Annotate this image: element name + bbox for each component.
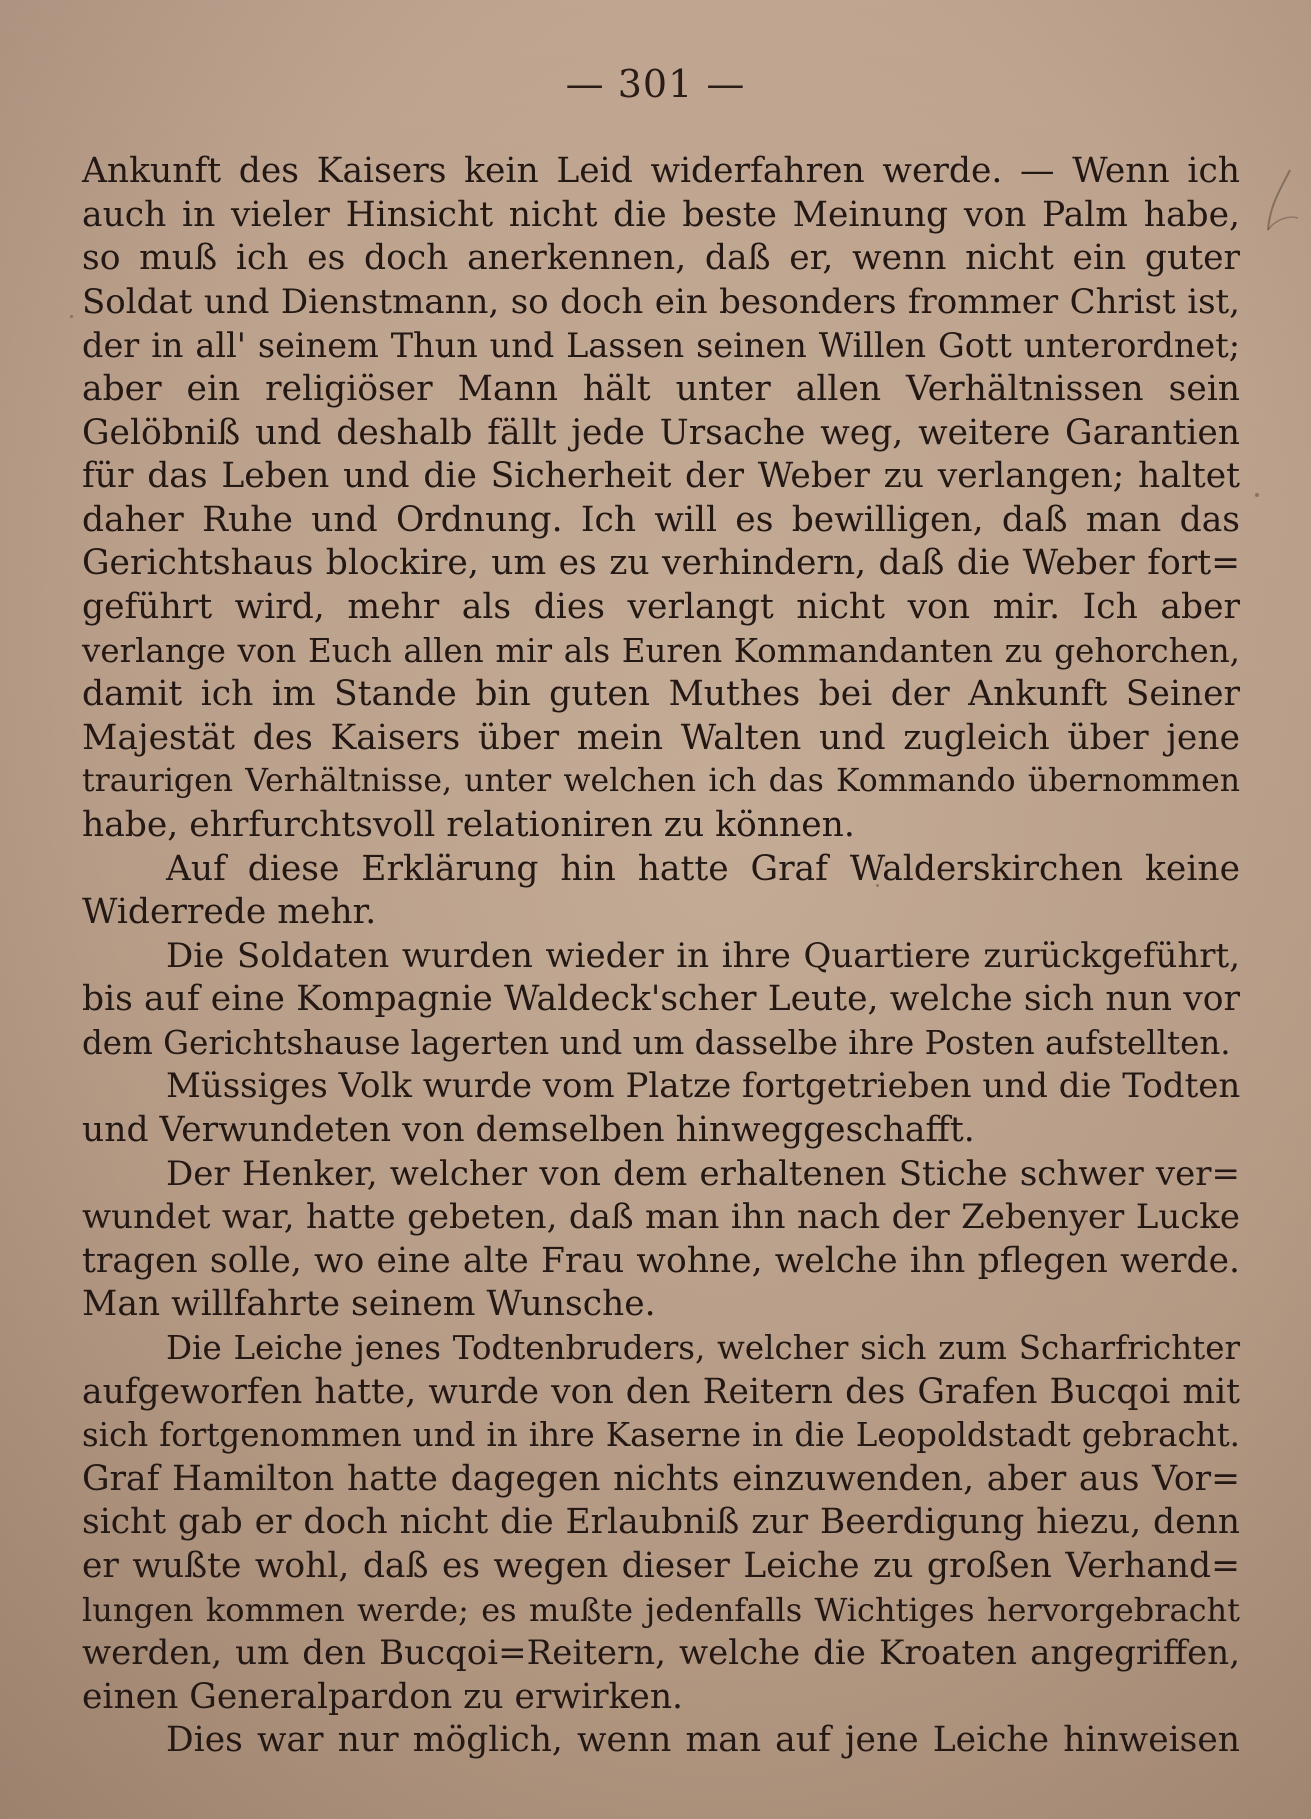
page-number: — 301 —: [565, 62, 746, 106]
text-line: traurigen Verhältnisse, unter welchen ich das Kommando übernommen: [82, 763, 1240, 800]
text-line: auch in vieler Hinsicht nicht die beste Meinung von Palm habe,: [82, 194, 1240, 235]
text-line: dem Gerichtshause lagerten und um dasselbe ihre Posten aufstellten.: [82, 1023, 1231, 1062]
text-line: einen Generalpardon zu erwirken.: [82, 1676, 684, 1717]
text-line: der in all' seinem Thun und Lassen seinen Willen Gott unterordnet;: [82, 326, 1240, 366]
text-line: Soldat und Dienstmann, so doch ein besonders frommer Christ ist,: [82, 281, 1240, 322]
text-line: so muß ich es doch anerkennen, daß er, wenn nicht ein guter: [82, 238, 1240, 279]
text-line: sich fortgenommen und in ihre Kaserne in die Leopoldstadt gebracht.: [82, 1416, 1240, 1455]
text-line: und Verwundeten von demselben hinweggeschafft.: [82, 1110, 975, 1151]
text-line: Dies war nur möglich, wenn man auf jene Leiche hinweisen: [166, 1720, 1240, 1761]
text-line: Der Henker, welcher von dem erhaltenen Stiche schwer ver=: [166, 1153, 1240, 1194]
text-line: Auf diese Erklärung hin hatte Graf Walderskirchen keine: [166, 848, 1240, 889]
text-line: Die Soldaten wurden wieder in ihre Quartiere zurückgeführt,: [166, 935, 1240, 976]
text-line: Die Leiche jenes Todtenbruders, welcher sich zum Scharfrichter: [166, 1329, 1240, 1368]
text-line: Graf Hamilton hatte dagegen nichts einzuwenden, aber aus Vor=: [82, 1458, 1240, 1499]
text-line: aufgeworfen hatte, wurde von den Reitern des Grafen Bucqoi mit: [82, 1371, 1240, 1412]
text-line: tragen solle, wo eine alte Frau wohne, welche ihn pflegen werde.: [82, 1240, 1240, 1281]
text-line: er wußte wohl, daß es wegen dieser Leiche zu großen Verhand=: [82, 1546, 1240, 1586]
paper-speck: [70, 315, 73, 318]
text-line: Gelöbniß und deshalb fällt jede Ursache weg, weitere Garantien: [82, 412, 1240, 453]
text-line: werden, um den Bucqoi=Reitern, welche die Kroaten angegriffen,: [82, 1633, 1240, 1674]
text-line: damit ich im Stande bin guten Muthes bei der Ankunft Seiner: [82, 674, 1240, 715]
text-line: habe, ehrfurchtsvoll relationiren zu können.: [82, 804, 855, 845]
text-line: Gerichtshaus blockire, um es zu verhindern, daß die Weber fort=: [82, 543, 1240, 584]
text-line: Man willfahrte seinem Wunsche.: [82, 1284, 656, 1325]
text-line: lungen kommen werde; es mußte jedenfalls Wichtiges hervorgebracht: [82, 1590, 1240, 1629]
text-line: Widerrede mehr.: [82, 892, 377, 933]
text-line: Müssiges Volk wurde vom Platze fortgetrieben und die Todten: [166, 1066, 1241, 1107]
text-line: sicht gab er doch nicht die Erlaubniß zur Beerdigung hiezu, denn: [82, 1502, 1240, 1543]
paper-speck: [1255, 493, 1259, 497]
body-text: [82, 150, 1240, 1763]
text-line: wundet war, hatte gebeten, daß man ihn nach der Zebenyer Lucke: [82, 1197, 1240, 1238]
pencil-margin-mark: [1250, 160, 1310, 260]
text-line: bis auf eine Kompagnie Waldeck'scher Leute, welche sich nun vor: [82, 979, 1240, 1020]
text-line: daher Ruhe und Ordnung. Ich will es bewilligen, daß man das: [82, 499, 1240, 540]
text-line: Majestät des Kaisers über mein Walten und zugleich über jene: [82, 717, 1240, 758]
text-line: für das Leben und die Sicherheit der Weber zu verlangen; haltet: [82, 456, 1240, 497]
text-line: verlange von Euch allen mir als Euren Kommandanten zu gehorchen,: [82, 631, 1240, 670]
text-line: aber ein religiöser Mann hält unter allen Verhältnissen sein: [82, 368, 1240, 409]
text-line: geführt wird, mehr als dies verlangt nicht von mir. Ich aber: [82, 586, 1240, 627]
text-line: Ankunft des Kaisers kein Leid widerfahren werde. — Wenn ich: [82, 151, 1240, 191]
